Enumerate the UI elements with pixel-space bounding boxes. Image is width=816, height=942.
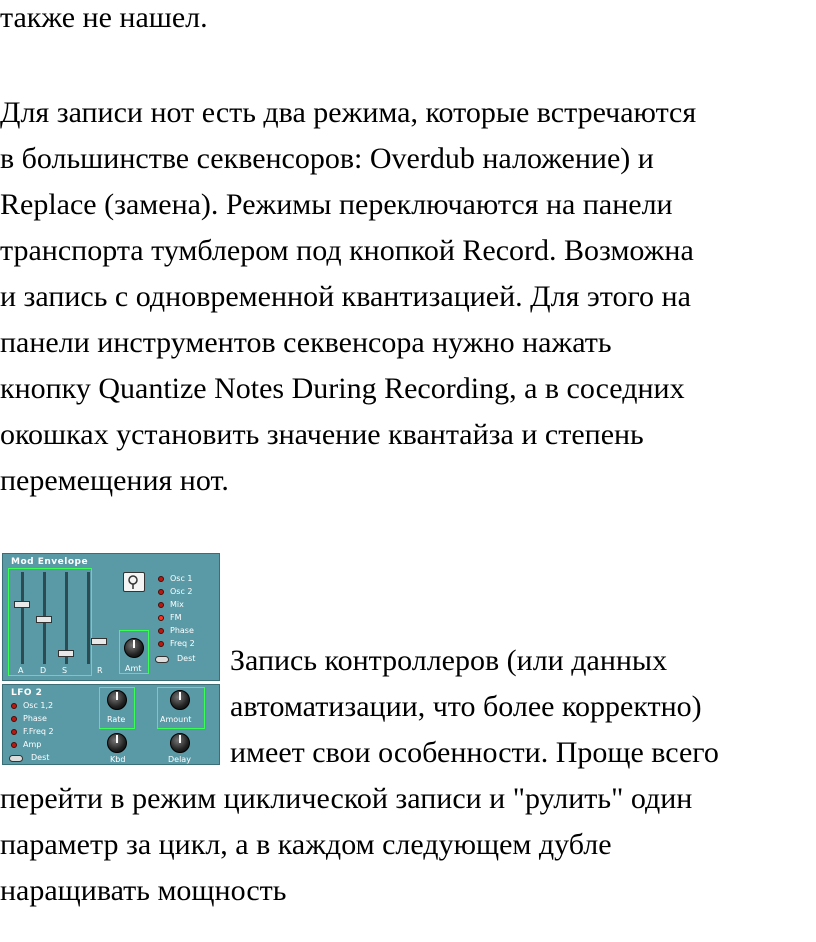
led-icon (11, 703, 17, 709)
text-line: перемещения нот. (0, 464, 229, 497)
paragraph-record-modes (0, 90, 816, 504)
led-icon (11, 729, 17, 735)
paragraph-controllers (230, 638, 816, 776)
lfo2-section (2, 684, 220, 765)
kbd-knob (107, 733, 127, 753)
text-line: параметр за цикл, а в каждом следующем дубле (0, 828, 612, 861)
amt-knob (124, 638, 144, 658)
dest-label: Dest (31, 753, 50, 762)
slider-label: R (97, 666, 103, 675)
sustain-slider (58, 650, 74, 657)
synth-panel-image (2, 553, 220, 765)
slider-label: D (40, 666, 47, 675)
led-icon (158, 615, 164, 621)
text-line: панели инструментов секвенсора нужно нажать (0, 326, 612, 359)
kbd-label: Kbd (110, 755, 126, 764)
rate-knob (107, 690, 127, 710)
slider-track (87, 572, 90, 664)
amount-knob (170, 690, 190, 710)
text-line: также не нашел. (0, 1, 208, 34)
slider-label: S (62, 666, 68, 675)
target-label: Phase (23, 714, 47, 723)
led-icon (158, 589, 164, 595)
slider-track (21, 572, 24, 664)
rate-label: Rate (107, 715, 126, 724)
lfo2-title: LFO 2 (11, 688, 43, 698)
text-line: имеет свои особенности. Проще всего (230, 736, 719, 769)
text-line: окошках установить значение квантайза и степень (0, 418, 644, 451)
release-slider (91, 638, 107, 645)
target-label: Osc 2 (170, 587, 193, 596)
attack-slider (14, 601, 30, 608)
target-label: Osc 1,2 (23, 701, 54, 710)
paragraph-cycle-record (0, 776, 816, 914)
led-icon (158, 602, 164, 608)
text-line: транспорта тумблером под кнопкой Record. Возможна (0, 234, 694, 267)
text-line: наращивать мощность (0, 874, 287, 907)
amount-label: Amount (160, 715, 192, 724)
target-label: Freq 2 (170, 639, 195, 648)
dest-button (155, 656, 169, 663)
paragraph-intro (0, 0, 816, 41)
envelope-invert-icon (123, 572, 145, 592)
target-label: Amp (23, 740, 42, 749)
led-icon (11, 716, 17, 722)
text-line: в большинстве секвенсоров: Overdub наложение) и (0, 142, 654, 175)
target-label: Phase (170, 626, 194, 635)
text-line: кнопку Quantize Notes During Recording, а в соседних (0, 372, 685, 405)
delay-knob (170, 733, 190, 753)
slider-label: A (18, 666, 24, 675)
led-icon (158, 576, 164, 582)
decay-slider (36, 616, 52, 623)
target-label: Mix (170, 600, 184, 609)
led-icon (158, 628, 164, 634)
target-label: FM (170, 613, 182, 622)
mod-envelope-title: Mod Envelope (11, 557, 89, 567)
led-icon (158, 641, 164, 647)
target-label: F.Freq 2 (23, 727, 54, 736)
text-line: автоматизации, что более корректно) (230, 690, 702, 723)
target-label: Osc 1 (170, 574, 193, 583)
mod-envelope-section (2, 553, 220, 681)
text-line: перейти в режим циклической записи и "рулить" один (0, 782, 693, 815)
delay-label: Delay (168, 755, 191, 764)
text-line: Для записи нот есть два режима, которые встречаются (0, 96, 697, 129)
text-line: Replace (замена). Режимы переключаются на панели (0, 188, 673, 221)
led-icon (11, 742, 17, 748)
amt-label: Amt (125, 664, 142, 673)
dest-button (9, 755, 23, 762)
text-line: и запись с одновременной квантизацией. Для этого на (0, 280, 691, 313)
dest-label: Dest (177, 654, 196, 663)
text-line: Запись контроллеров (или данных (230, 644, 668, 677)
